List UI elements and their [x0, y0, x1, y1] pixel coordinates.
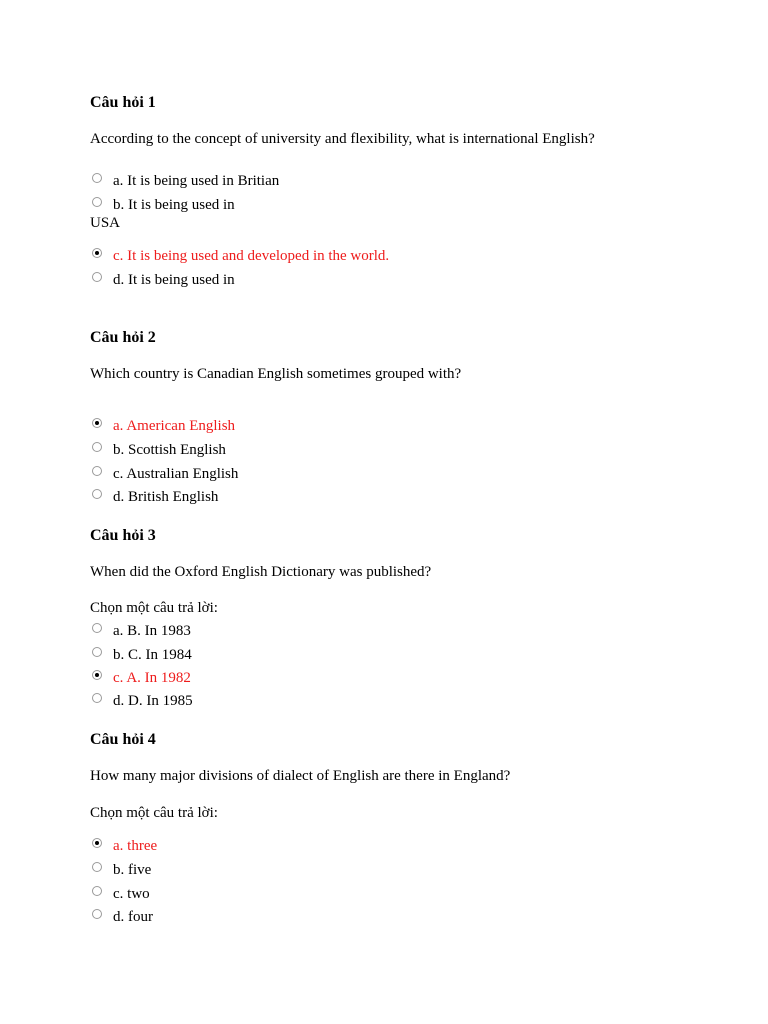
q1-option-c-label: c. It is being used and developed in the world. [113, 248, 390, 264]
q3-option-b-label: b. C. In 1984 [113, 647, 192, 663]
question-2-title: Câu hỏi 2 [90, 329, 156, 346]
q4-option-d-radio[interactable] [92, 909, 102, 919]
q2-option-b-radio[interactable] [92, 442, 102, 452]
q3-option-d-radio[interactable] [92, 693, 102, 703]
q1-option-b-label: b. It is being used in [113, 197, 235, 213]
q1-option-b-label-continued: USA [90, 215, 121, 231]
q1-option-b-radio[interactable] [92, 197, 102, 207]
q1-option-a-label: a. It is being used in Britian [113, 173, 280, 189]
q1-option-c-radio-selected[interactable] [92, 248, 102, 258]
q2-option-c-radio[interactable] [92, 466, 102, 476]
question-4-text: How many major divisions of dialect of English are there in England? [90, 768, 511, 784]
q2-option-a-radio-selected[interactable] [92, 418, 102, 428]
q1-option-d-label: d. It is being used in [113, 272, 235, 288]
q3-option-d-label: d. D. In 1985 [113, 693, 193, 709]
q2-option-b-label: b. Scottish English [113, 442, 226, 458]
question-1-text: According to the concept of university and flexibility, what is international English? [90, 131, 595, 147]
question-3-title: Câu hỏi 3 [90, 527, 156, 544]
q3-option-a-label: a. B. In 1983 [113, 623, 191, 639]
q4-option-a-label: a. three [113, 838, 158, 854]
question-4-title: Câu hỏi 4 [90, 731, 156, 748]
q4-option-b-radio[interactable] [92, 862, 102, 872]
question-2-text: Which country is Canadian English sometimes grouped with? [90, 366, 462, 382]
q4-option-c-radio[interactable] [92, 886, 102, 896]
q3-option-c-radio-selected[interactable] [92, 670, 102, 680]
q4-option-d-label: d. four [113, 909, 153, 925]
q1-option-d-radio[interactable] [92, 272, 102, 282]
q2-option-c-label: c. Australian English [113, 466, 239, 482]
q3-option-b-radio[interactable] [92, 647, 102, 657]
q2-option-d-radio[interactable] [92, 489, 102, 499]
q3-option-a-radio[interactable] [92, 623, 102, 633]
q2-option-a-label: a. American English [113, 418, 236, 434]
q2-option-d-label: d. British English [113, 489, 219, 505]
q4-option-a-radio-selected[interactable] [92, 838, 102, 848]
q4-option-b-label: b. five [113, 862, 152, 878]
question-1-title: Câu hỏi 1 [90, 94, 156, 111]
question-3-prompt: Chọn một câu trả lời: [90, 600, 218, 616]
q4-option-c-label: c. two [113, 886, 150, 902]
question-4-prompt: Chọn một câu trả lời: [90, 805, 218, 821]
q3-option-c-label: c. A. In 1982 [113, 670, 191, 686]
q1-option-a-radio[interactable] [92, 173, 102, 183]
question-3-text: When did the Oxford English Dictionary was published? [90, 564, 432, 580]
